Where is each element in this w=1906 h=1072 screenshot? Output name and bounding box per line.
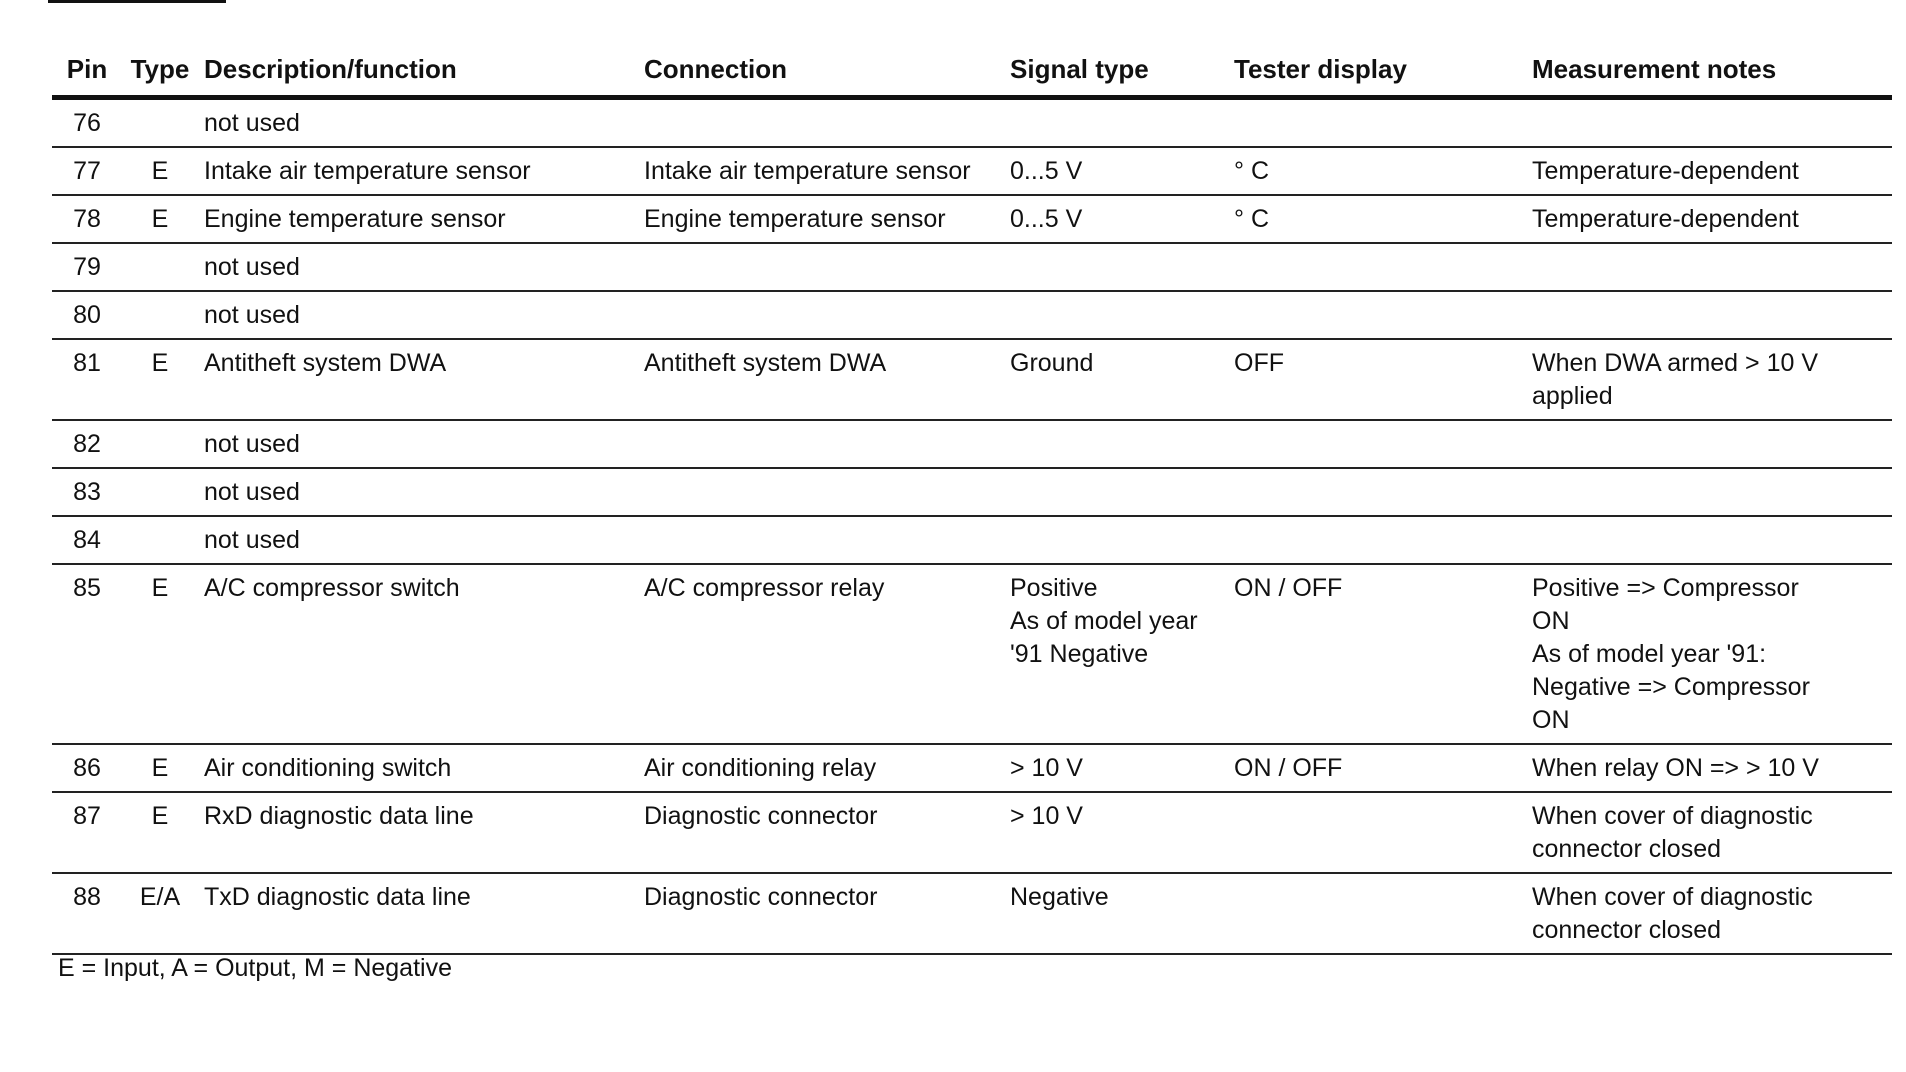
table-row xyxy=(52,792,1892,873)
signal-type-cell xyxy=(1004,291,1228,339)
pin-cell: 81 xyxy=(52,339,122,420)
type-cell xyxy=(122,98,198,148)
signal-type-cell: Ground xyxy=(1004,339,1228,420)
description-cell: not used xyxy=(198,420,638,468)
header-signal-type: Signal type xyxy=(1004,48,1228,98)
signal-type-cell xyxy=(1004,516,1228,564)
tester-display-cell: ON / OFF xyxy=(1228,564,1526,744)
tester-display-cell xyxy=(1228,291,1526,339)
description-cell: not used xyxy=(198,468,638,516)
measurement-notes-cell xyxy=(1526,468,1892,516)
tester-display-cell xyxy=(1228,792,1526,873)
tester-display-cell xyxy=(1228,243,1526,291)
table-row xyxy=(52,873,1892,954)
connection-cell xyxy=(638,420,1004,468)
type-cell: E xyxy=(122,195,198,243)
pin-cell: 84 xyxy=(52,516,122,564)
measurement-notes-cell: Temperature-dependent xyxy=(1526,195,1892,243)
type-legend: E = Input, A = Output, M = Negative xyxy=(58,954,452,982)
description-cell: Air conditioning switch xyxy=(198,744,638,792)
table-row xyxy=(52,564,1892,744)
signal-type-cell: Negative xyxy=(1004,873,1228,954)
measurement-notes-cell xyxy=(1526,98,1892,148)
connection-cell: Air conditioning relay xyxy=(638,744,1004,792)
signal-type-cell xyxy=(1004,420,1228,468)
pin-cell: 87 xyxy=(52,792,122,873)
tester-display-cell xyxy=(1228,516,1526,564)
tester-display-cell: ° C xyxy=(1228,147,1526,195)
connection-cell: A/C compressor relay xyxy=(638,564,1004,744)
measurement-notes-cell: When cover of diagnostic connector closed xyxy=(1526,873,1892,954)
table-row xyxy=(52,147,1892,195)
description-cell: not used xyxy=(198,98,638,148)
connection-cell xyxy=(638,243,1004,291)
connection-cell xyxy=(638,468,1004,516)
signal-type-cell: 0...5 V xyxy=(1004,195,1228,243)
tester-display-cell: ON / OFF xyxy=(1228,744,1526,792)
table-row xyxy=(52,98,1892,148)
tester-display-cell xyxy=(1228,420,1526,468)
measurement-notes-cell: When cover of diagnostic connector closed xyxy=(1526,792,1892,873)
description-cell: Intake air temperature sensor xyxy=(198,147,638,195)
header-description: Description/function xyxy=(198,48,638,98)
type-cell xyxy=(122,516,198,564)
table-row xyxy=(52,243,1892,291)
measurement-notes-cell xyxy=(1526,291,1892,339)
pin-cell: 76 xyxy=(52,98,122,148)
connection-cell: Diagnostic connector xyxy=(638,792,1004,873)
connection-cell xyxy=(638,291,1004,339)
table-row xyxy=(52,195,1892,243)
measurement-notes-cell xyxy=(1526,516,1892,564)
connection-cell: Intake air temperature sensor xyxy=(638,147,1004,195)
header-measurement-notes: Measurement notes xyxy=(1526,48,1892,98)
tester-display-cell xyxy=(1228,468,1526,516)
type-cell: E/A xyxy=(122,873,198,954)
signal-type-cell xyxy=(1004,468,1228,516)
type-cell: E xyxy=(122,792,198,873)
table-row xyxy=(52,339,1892,420)
tester-display-cell xyxy=(1228,98,1526,148)
pin-cell: 83 xyxy=(52,468,122,516)
signal-type-cell: 0...5 V xyxy=(1004,147,1228,195)
measurement-notes-cell xyxy=(1526,243,1892,291)
table-header-row xyxy=(52,48,1892,98)
connection-cell xyxy=(638,98,1004,148)
connection-cell xyxy=(638,516,1004,564)
pin-cell: 85 xyxy=(52,564,122,744)
measurement-notes-cell: Temperature-dependent xyxy=(1526,147,1892,195)
signal-type-cell xyxy=(1004,98,1228,148)
header-type: Type xyxy=(122,48,198,98)
description-cell: not used xyxy=(198,516,638,564)
tester-display-cell: ° C xyxy=(1228,195,1526,243)
measurement-notes-cell xyxy=(1526,420,1892,468)
description-cell: not used xyxy=(198,243,638,291)
header-pin: Pin xyxy=(52,48,122,98)
pin-cell: 77 xyxy=(52,147,122,195)
signal-type-cell: Positive As of model year '91 Negative xyxy=(1004,564,1228,744)
tester-display-cell: OFF xyxy=(1228,339,1526,420)
connection-cell: Diagnostic connector xyxy=(638,873,1004,954)
measurement-notes-cell: When DWA armed > 10 V applied xyxy=(1526,339,1892,420)
table-row xyxy=(52,420,1892,468)
description-cell: Antitheft system DWA xyxy=(198,339,638,420)
type-cell xyxy=(122,291,198,339)
connection-cell: Antitheft system DWA xyxy=(638,339,1004,420)
pin-assignment-table xyxy=(52,48,1892,955)
pin-cell: 88 xyxy=(52,873,122,954)
pin-cell: 78 xyxy=(52,195,122,243)
measurement-notes-cell: When relay ON => > 10 V xyxy=(1526,744,1892,792)
signal-type-cell xyxy=(1004,243,1228,291)
type-cell: E xyxy=(122,339,198,420)
type-cell xyxy=(122,243,198,291)
signal-type-cell: > 10 V xyxy=(1004,792,1228,873)
signal-type-cell: > 10 V xyxy=(1004,744,1228,792)
measurement-notes-cell: Positive => Compressor ON As of model year '91: Negative => Compressor ON xyxy=(1526,564,1892,744)
table-row xyxy=(52,744,1892,792)
tester-display-cell xyxy=(1228,873,1526,954)
pin-cell: 79 xyxy=(52,243,122,291)
description-cell: RxD diagnostic data line xyxy=(198,792,638,873)
table-row xyxy=(52,468,1892,516)
pin-cell: 82 xyxy=(52,420,122,468)
header-connection: Connection xyxy=(638,48,1004,98)
type-cell xyxy=(122,468,198,516)
type-cell: E xyxy=(122,744,198,792)
description-cell: TxD diagnostic data line xyxy=(198,873,638,954)
type-cell: E xyxy=(122,564,198,744)
description-cell: A/C compressor switch xyxy=(198,564,638,744)
description-cell: Engine temperature sensor xyxy=(198,195,638,243)
table-body xyxy=(52,98,1892,955)
top-rule-fragment xyxy=(48,0,226,3)
description-cell: not used xyxy=(198,291,638,339)
pin-cell: 80 xyxy=(52,291,122,339)
type-cell: E xyxy=(122,147,198,195)
table-row xyxy=(52,291,1892,339)
type-cell xyxy=(122,420,198,468)
table-row xyxy=(52,516,1892,564)
pin-cell: 86 xyxy=(52,744,122,792)
connection-cell: Engine temperature sensor xyxy=(638,195,1004,243)
header-tester-display: Tester display xyxy=(1228,48,1526,98)
